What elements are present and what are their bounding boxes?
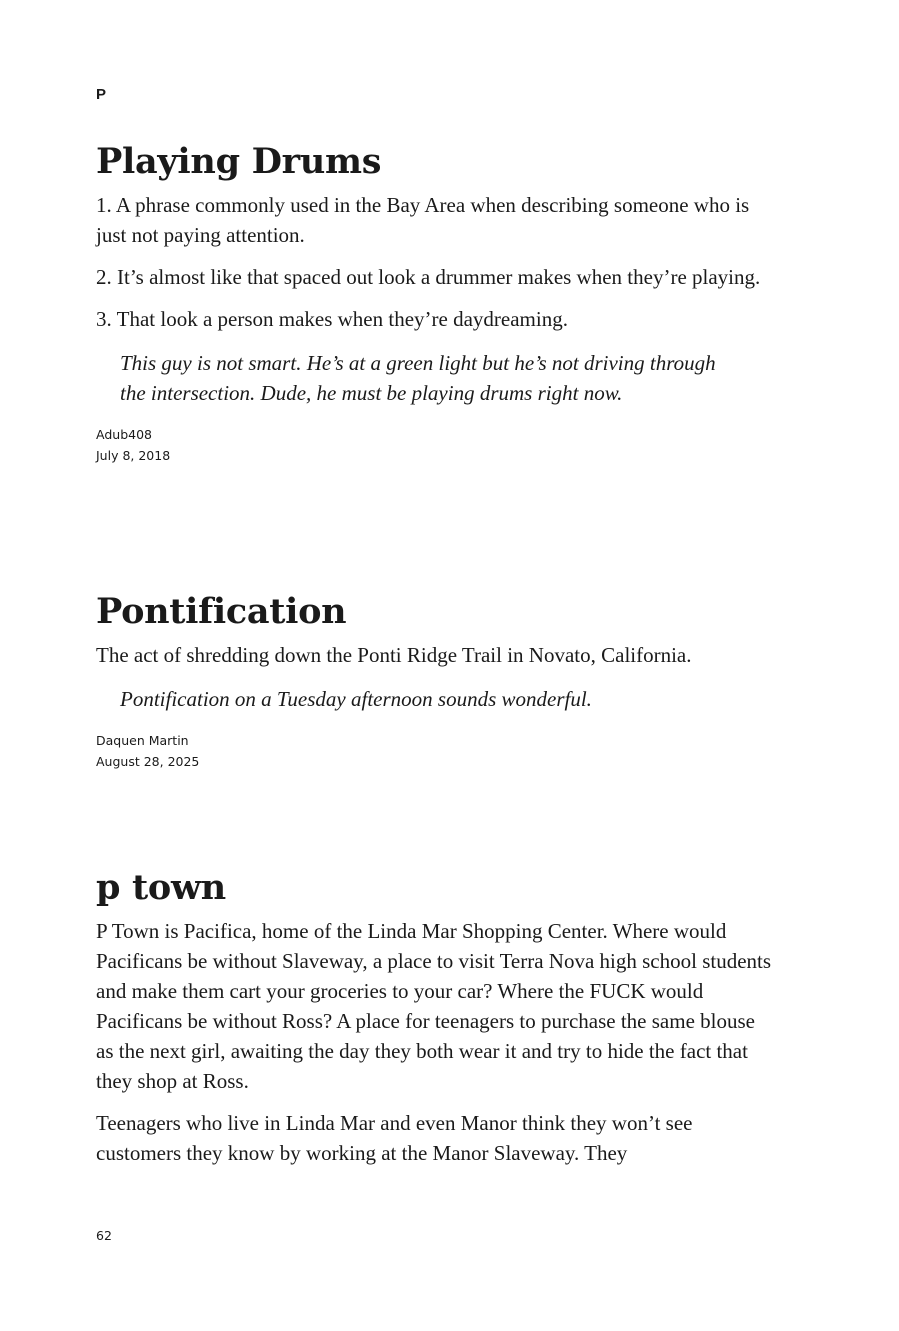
entry-date: August 28, 2025 <box>96 754 200 769</box>
entry-definition: 2. It’s almost like that spaced out look a drummer makes when they’re playing. <box>96 265 761 289</box>
entry-example: This guy is not smart. He’s at a green light but he’s not driving through the intersection. Dude, he must be playing drums right now. <box>120 351 716 405</box>
entry-meta <box>96 424 776 466</box>
entry-definition: P Town is Pacifica, home of the Linda Mar Shopping Center. Where would Pacificans be without Slaveway, a place to visit Terra Nova high school students and make them cart your groceries to your car? Where the FUCK would Pacificans be without Ross? A place for teenagers to purchase the same blouse as the next girl, awaiting the day they both wear it and try to hide the fact that they shop at Ross. <box>96 919 772 1093</box>
entry-definition: 1. A phrase commonly used in the Bay Area when describing someone who is just not paying attention. <box>96 193 750 247</box>
running-head-letter: P <box>96 86 107 103</box>
entry-definition: The act of shredding down the Ponti Ridge Trail in Novato, California. <box>96 643 692 667</box>
page-number: 62 <box>96 1228 112 1243</box>
entry-term: p town <box>96 867 226 908</box>
entry-p-town <box>96 866 776 1180</box>
entry-date: July 8, 2018 <box>96 448 171 463</box>
entry-term: Pontification <box>96 591 347 632</box>
entry-author: Adub408 <box>96 427 152 442</box>
entry-definition: 3. That look a person makes when they’re daydreaming. <box>96 307 568 331</box>
entry-pontification <box>96 590 776 772</box>
entry-playing-drums <box>96 140 776 466</box>
entry-author: Daquen Martin <box>96 733 189 748</box>
entry-term: Playing Drums <box>96 141 382 182</box>
entry-definition: Teenagers who live in Linda Mar and even Manor think they won’t see customers they know by working at the Manor Slaveway. They <box>96 1111 693 1165</box>
entry-meta <box>96 730 776 772</box>
entry-example: Pontification on a Tuesday afternoon sounds wonderful. <box>120 687 592 711</box>
